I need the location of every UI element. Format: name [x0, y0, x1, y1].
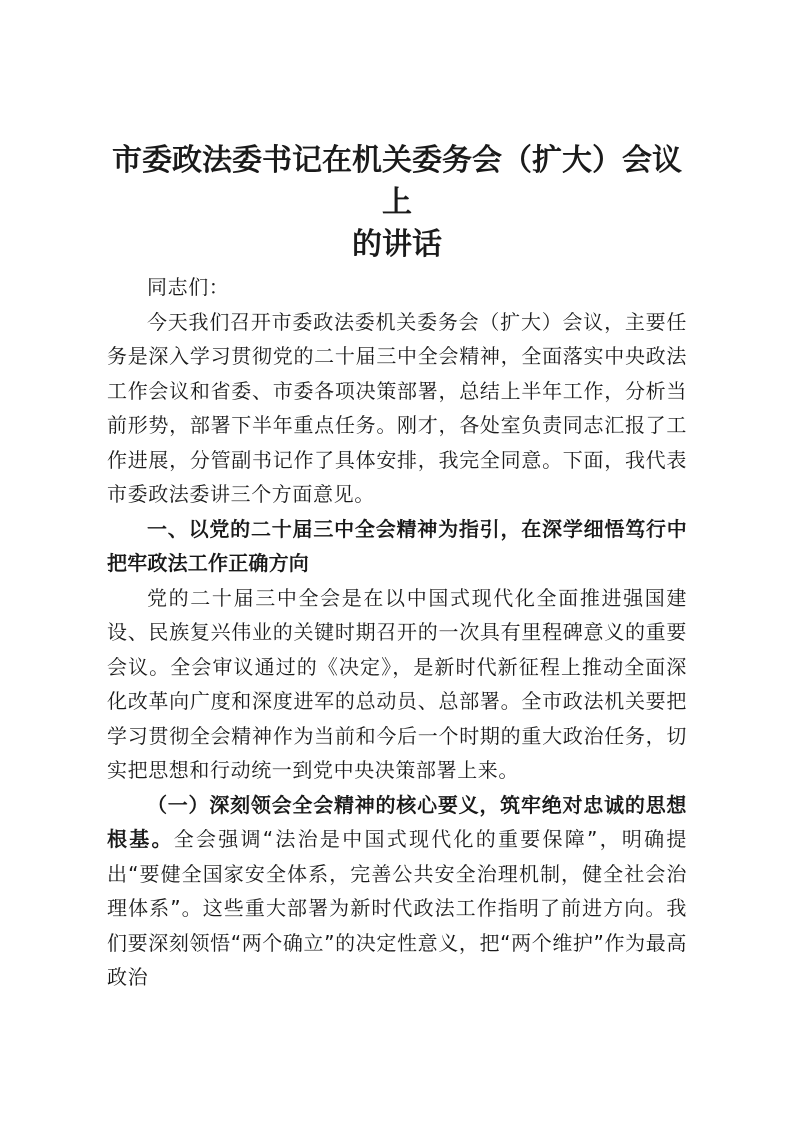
- paragraph-section-1: 党的二十届三中全会是在以中国式现代化全面推进强国建设、民族复兴伟业的关键时期召开的一次具有里程碑意义的重要会议。全会审议通过的《决定》，是新时代新征程上推动全面深化改革向广度和深度进军的总动员、总部署。全市政法机关要把学习贯彻全会精神作为当前和今后一个时期的重大政治任务，切实把思想和行动统一到党中央决策部署上来。: [107, 585, 687, 782]
- section-heading-1: 一、以党的二十届三中全会精神为指引，在深学细悟笃行中把牢政法工作正确方向: [107, 516, 687, 575]
- salutation: 同志们：: [147, 275, 230, 299]
- title-line-1: 市委政法委书记在机关委务会（扩大）会议上: [112, 143, 682, 220]
- subsection-1-text: 全会强调“法治是中国式现代化的重要保障”，明确提出“要健全国家安全体系，完善公共安全治理机制，健全社会治理体系”。这些重大部署为新时代政法工作指明了前进方向。我们要深刻领悟“两个确立”的决定性意义，把“两个维护”作为最高政治: [107, 827, 687, 989]
- document-page: [107, 140, 687, 995]
- subsection-1-lead: （一）深刻领会全会精神的核心要义，筑牢绝对忠诚的思想根基。: [107, 792, 687, 851]
- document-title: [107, 140, 687, 266]
- title-line-2: 的讲话: [352, 227, 442, 262]
- paragraph-intro: 今天我们召开市委政法委机关委务会（扩大）会议，主要任务是深入学习贯彻党的二十届三中全会精神，全面落实中央政法工作会议和省委、市委各项决策部署，总结上半年工作，分析当前形势，部署下半年重点任务。刚才，各处室负责同志汇报了工作进展，分管副书记作了具体安排，我完全同意。下面，我代表市委政法委讲三个方面意见。: [107, 309, 687, 506]
- subsection-1: [107, 788, 687, 995]
